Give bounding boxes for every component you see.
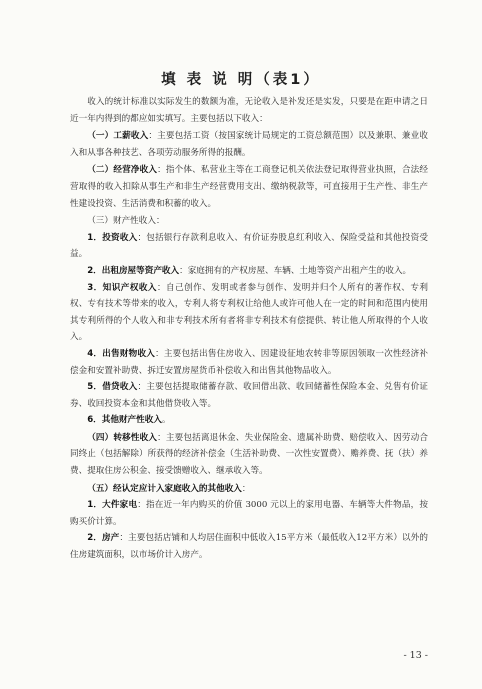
item-appliances: [70, 497, 428, 530]
item-text: ：主要包括出售住房收入、因建设征地农转非等原因领取一次性经济补偿金和安置补助费、拆迁安置房屋货币补偿收入和出售其他物品收入。: [70, 348, 428, 376]
item-heading: 1．投资收入: [87, 232, 138, 243]
item-real-estate: [70, 530, 428, 563]
item-text: ：自己创作、发明或者参与创作、发明并归个人所有的著作权、专利权、专有技术等带来的收入，专利人将专利权让给他人或许可他人在一定的时间和范围内使用其专利所得的个人收入和非专利技术所有者将非专利技术有偿提供、转让他人所取得的个人收入。: [70, 282, 428, 343]
item-heading: 2．房产: [87, 533, 120, 544]
item-text: ：主要包括店铺和人均居住面积中低收入15平方米（最低收入12平方米）以外的住房建筑面积，以市场价计入房产。: [70, 533, 428, 561]
item-text: ：指在近一年内购买的价值 3000 元以上的家用电器、车辆等大件物品，按购买价计算。: [70, 500, 428, 527]
item-transfer-income: [70, 430, 428, 480]
item-heading: 1．大件家电: [87, 500, 138, 511]
item-heading: 5．借贷收入: [87, 382, 138, 393]
item-heading: （二）经营净收入: [87, 165, 158, 176]
item-text: ：: [241, 483, 251, 494]
item-heading: 6．其他财产性收入: [87, 415, 162, 426]
item-heading: （三）财产性收入: [87, 216, 156, 227]
intro-paragraph: 收入的统计标准以实际发生的数额为准，无论收入是补发还是实发，只要是在距申请之日近一年内得到的都应如实填写。主要包括以下收入：: [70, 97, 428, 124]
item-text: ：包括银行存款利息收入、有价证券股息红利收入、保险受益和其他投资受益。: [70, 232, 428, 260]
item-other-property-income: [70, 412, 428, 429]
item-text: ：: [155, 216, 165, 227]
item-text: ：主要包括提取储蓄存款、收回借出款、收回储蓄性保险本金、兑售有价证券、收回投资本金和其他借贷收入等。: [70, 382, 428, 409]
item-heading: 4．出售财物收入: [87, 348, 156, 359]
item-text: ：主要包括离退休金、失业保险金、遗属补助费、赔偿收入、因劳动合同终止（包括解除）所获得的经济补偿金（生活补助费、一次性安置费）、赡养费、抚（扶）养费、提取住房公积金、接受馈赠收入、继承收入等。: [70, 432, 428, 477]
document-body: [70, 94, 428, 564]
page-title: 填 表 说 明（表1）: [161, 72, 321, 88]
item-ip-income: [70, 280, 428, 346]
item-text: ：指个体、私营业主等在工商登记机关依法登记取得营业执照，合法经营取得的收入扣除从事生产和非生产经营费用支出、缴纳税款等，可直接用于生产性、非生产性建设投资、生活消费和积蓄的收入。: [70, 165, 428, 209]
item-text: 。: [161, 415, 171, 426]
item-property-income: [70, 213, 428, 230]
item-sale-income: [70, 346, 428, 379]
item-other-income: [70, 481, 428, 498]
item-rental-income: [70, 263, 428, 280]
item-business-income: [70, 162, 428, 212]
item-heading: 2．出租房屋等资产收入: [87, 265, 180, 276]
item-text: ：主要包括工资（按国家统计局规定的工资总额范围）以及兼职、兼业收入和从事各种技艺、各项劳动服务所得的报酬。: [70, 131, 428, 158]
item-investment-income: [70, 230, 428, 263]
item-heading: （五）经认定应计入家庭收入的其他收入: [87, 483, 242, 494]
item-heading: 3．知识产权收入: [87, 282, 157, 293]
item-loan-income: [70, 379, 428, 412]
item-text: ：家庭拥有的产权房屋、车辆、土地等资产出租产生的收入。: [179, 265, 412, 276]
item-heading: （四）转移性收入: [87, 432, 158, 443]
item-heading: （一）工薪收入: [87, 131, 149, 142]
page-number: - 13 -: [403, 650, 428, 661]
item-wage-income: [70, 128, 428, 161]
